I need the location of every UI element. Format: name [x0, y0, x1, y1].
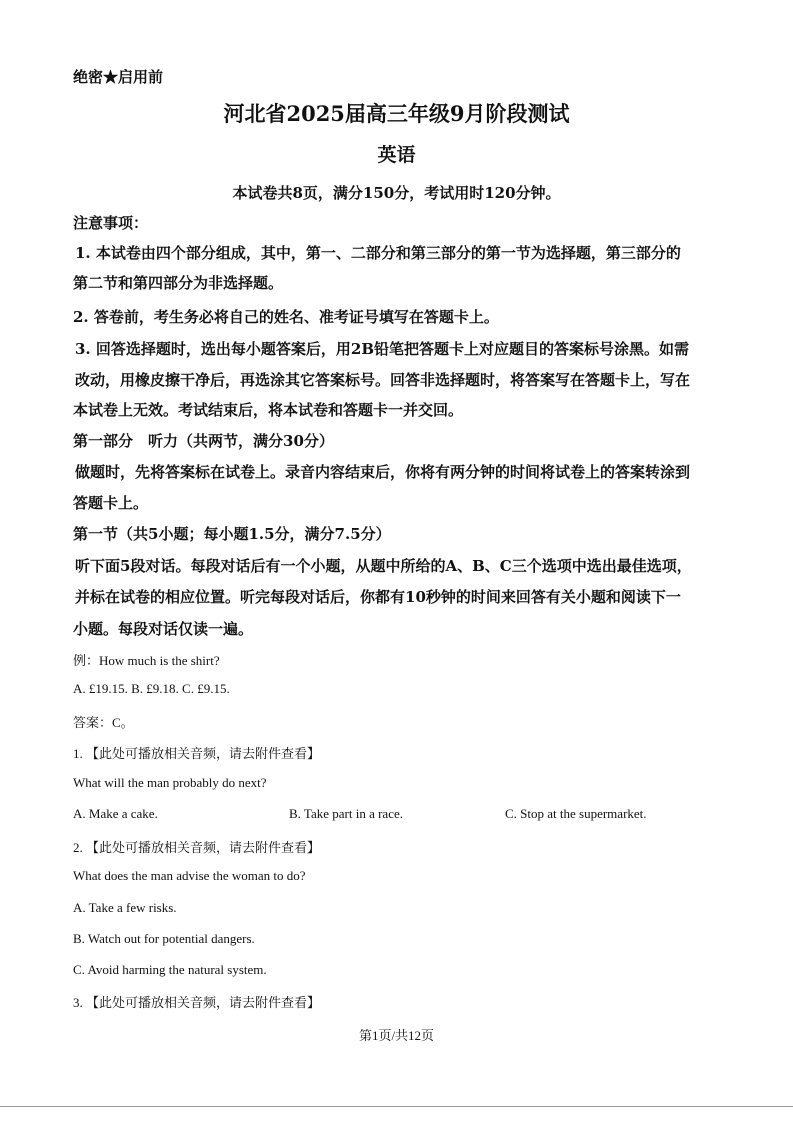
notes-line: 1. 本试卷由四个部分组成，其中，第一、二部分和第三部分的第一节为选择题，第三部分的	[75, 244, 681, 262]
page-bottom-divider	[0, 1106, 793, 1107]
question-2-audio[interactable]: 2. 【此处可播放相关音频，请去附件查看】	[73, 840, 321, 855]
subject-title: 英语	[377, 144, 416, 166]
notes-line: 改动，用橡皮擦干净后，再选涂其它答案标号。回答非选择题时，将答案写在答题卡上，写在	[75, 371, 691, 389]
question-1-option-c: C. Stop at the supermarket.	[505, 806, 647, 821]
part1-instruction: 答题卡上。	[73, 494, 149, 512]
exam-title: 河北省2025届高三年级9月阶段测试	[223, 101, 570, 126]
question-1-option-a: A. Make a cake.	[73, 806, 158, 821]
page-footer: 第1页/共12页	[358, 1028, 435, 1043]
example-options: A. £19.15. B. £9.18. C. £9.15.	[73, 681, 230, 696]
part1-instruction: 做题时，先将答案标在试卷上。录音内容结束后，你将有两分钟的时间将试卷上的答案转涂到	[75, 463, 691, 481]
example-answer: 答案：C。	[73, 715, 134, 730]
question-3-audio[interactable]: 3. 【此处可播放相关音频，请去附件查看】	[73, 995, 321, 1010]
section1-instruction: 小题。每段对话仅读一遍。	[73, 620, 254, 638]
part1-heading: 第一部分 听力（共两节，满分30分）	[73, 432, 334, 450]
section1-instruction: 听下面5段对话。每段对话后有一个小题，从题中所给的A、B、C三个选项中选出最佳选项，	[75, 557, 692, 575]
question-1-text: What will the man probably do next?	[73, 775, 267, 790]
question-2-option-a: A. Take a few risks.	[73, 900, 177, 915]
question-2-option-b: B. Watch out for potential dangers.	[73, 931, 255, 946]
example-question: 例：How much is the shirt?	[73, 653, 220, 668]
notes-line: 3. 回答选择题时，选出每小题答案后，用2B铅笔把答题卡上对应题目的答案标号涂黑。如需	[75, 340, 690, 358]
question-1-option-b: B. Take part in a race.	[289, 806, 403, 821]
question-2-text: What does the man advise the woman to do?	[73, 868, 306, 883]
notes-line: 第二节和第四部分为非选择题。	[73, 274, 284, 292]
notes-line: 2. 答卷前，考生务必将自己的姓名、准考证号填写在答题卡上。	[73, 308, 499, 326]
question-1-audio[interactable]: 1. 【此处可播放相关音频，请去附件查看】	[73, 746, 321, 761]
notes-heading: 注意事项：	[73, 214, 149, 232]
notes-line: 本试卷上无效。考试结束后，将本试卷和答题卡一并交回。	[73, 401, 464, 419]
section1-instruction: 并标在试卷的相应位置。听完每段对话后，你都有10秒钟的时间来回答有关小题和阅读下一	[75, 588, 681, 606]
section1-heading: 第一节（共5小题；每小题1.5分，满分7.5分）	[73, 525, 391, 543]
exam-info: 本试卷共8页，满分150分，考试用时120分钟。	[232, 184, 561, 202]
question-2-option-c: C. Avoid harming the natural system.	[73, 962, 267, 977]
secret-label: 绝密★启用前	[73, 68, 164, 86]
